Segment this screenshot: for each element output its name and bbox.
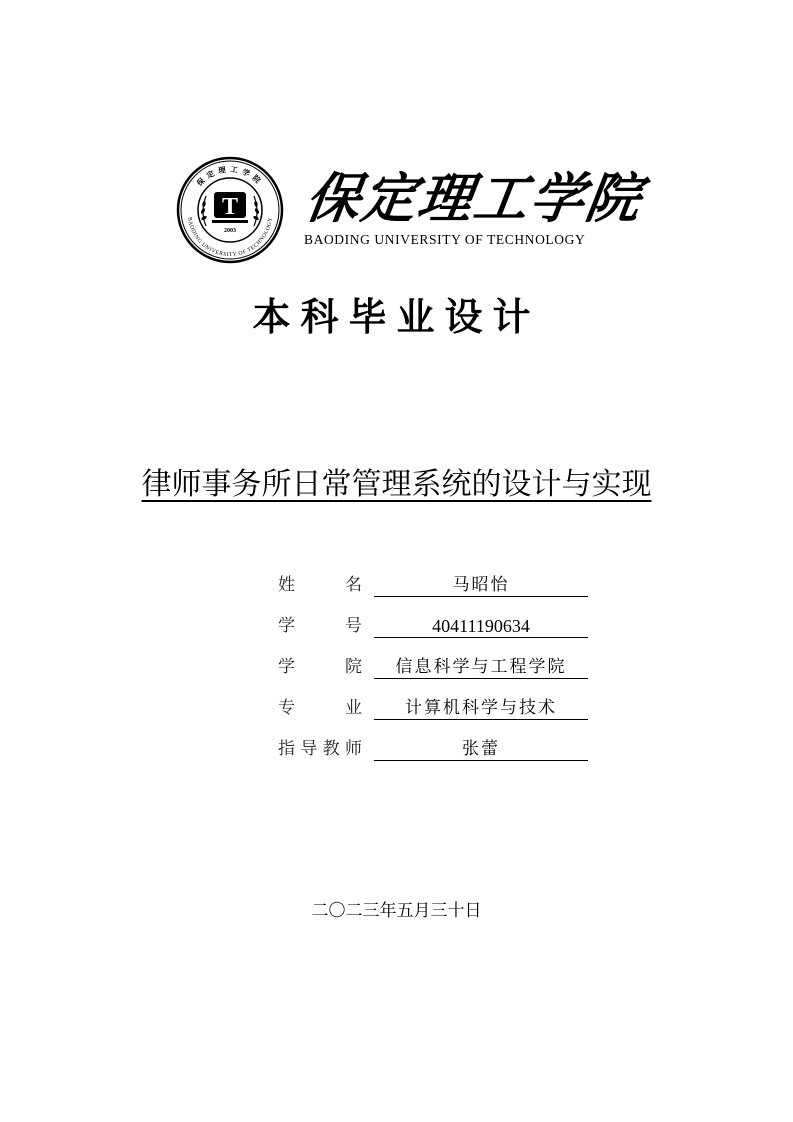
info-row-student-id xyxy=(278,611,588,641)
label-char: 指 xyxy=(278,739,295,759)
info-row-advisor xyxy=(278,734,588,764)
major-value: 计算机科学与技术 xyxy=(374,693,588,720)
info-label xyxy=(278,734,362,764)
label-char: 专 xyxy=(278,698,295,718)
document-type-heading: 本科毕业设计 xyxy=(252,295,541,339)
university-name-en: BAODING UNIVERSITY OF TECHNOLOGY xyxy=(304,232,586,247)
thesis-title-text: 律师事务所日常管理系统的设计与实现 xyxy=(141,467,652,502)
college-value: 信息科学与工程学院 xyxy=(374,652,588,679)
info-row-college xyxy=(278,652,588,682)
label-char: 业 xyxy=(345,698,362,718)
label-char: 学 xyxy=(278,657,295,677)
university-name-cn: 保定理工学院 xyxy=(301,166,647,230)
label-char: 教 xyxy=(322,739,340,759)
info-row-name xyxy=(278,570,588,600)
label-char: 师 xyxy=(344,739,362,759)
student-id-value: 40411190634 xyxy=(374,611,588,638)
thesis-title xyxy=(0,464,793,506)
label-char: 名 xyxy=(345,575,362,595)
label-char: 学 xyxy=(278,616,295,636)
seal-letter: T xyxy=(221,194,239,220)
label-char: 姓 xyxy=(278,575,295,595)
label-char: 院 xyxy=(345,657,362,677)
seal-top-text: 保定理工学院 xyxy=(194,164,266,188)
label-char: 号 xyxy=(345,616,362,636)
info-label xyxy=(278,652,362,682)
info-label xyxy=(278,570,362,600)
advisor-value: 张蕾 xyxy=(374,734,588,761)
student-name-value: 马昭怡 xyxy=(374,570,588,597)
label-char: 导 xyxy=(300,739,318,759)
seal-year: 2003 xyxy=(224,228,236,234)
info-label xyxy=(278,693,362,723)
submission-date: 二〇二三年五月三十日 xyxy=(311,901,482,921)
info-label xyxy=(278,611,362,641)
university-seal-logo xyxy=(176,156,284,264)
info-row-major xyxy=(278,693,588,723)
seal-bottom-text: BAODING UNIVERSITY OF TECHNOLOGY xyxy=(186,216,274,259)
